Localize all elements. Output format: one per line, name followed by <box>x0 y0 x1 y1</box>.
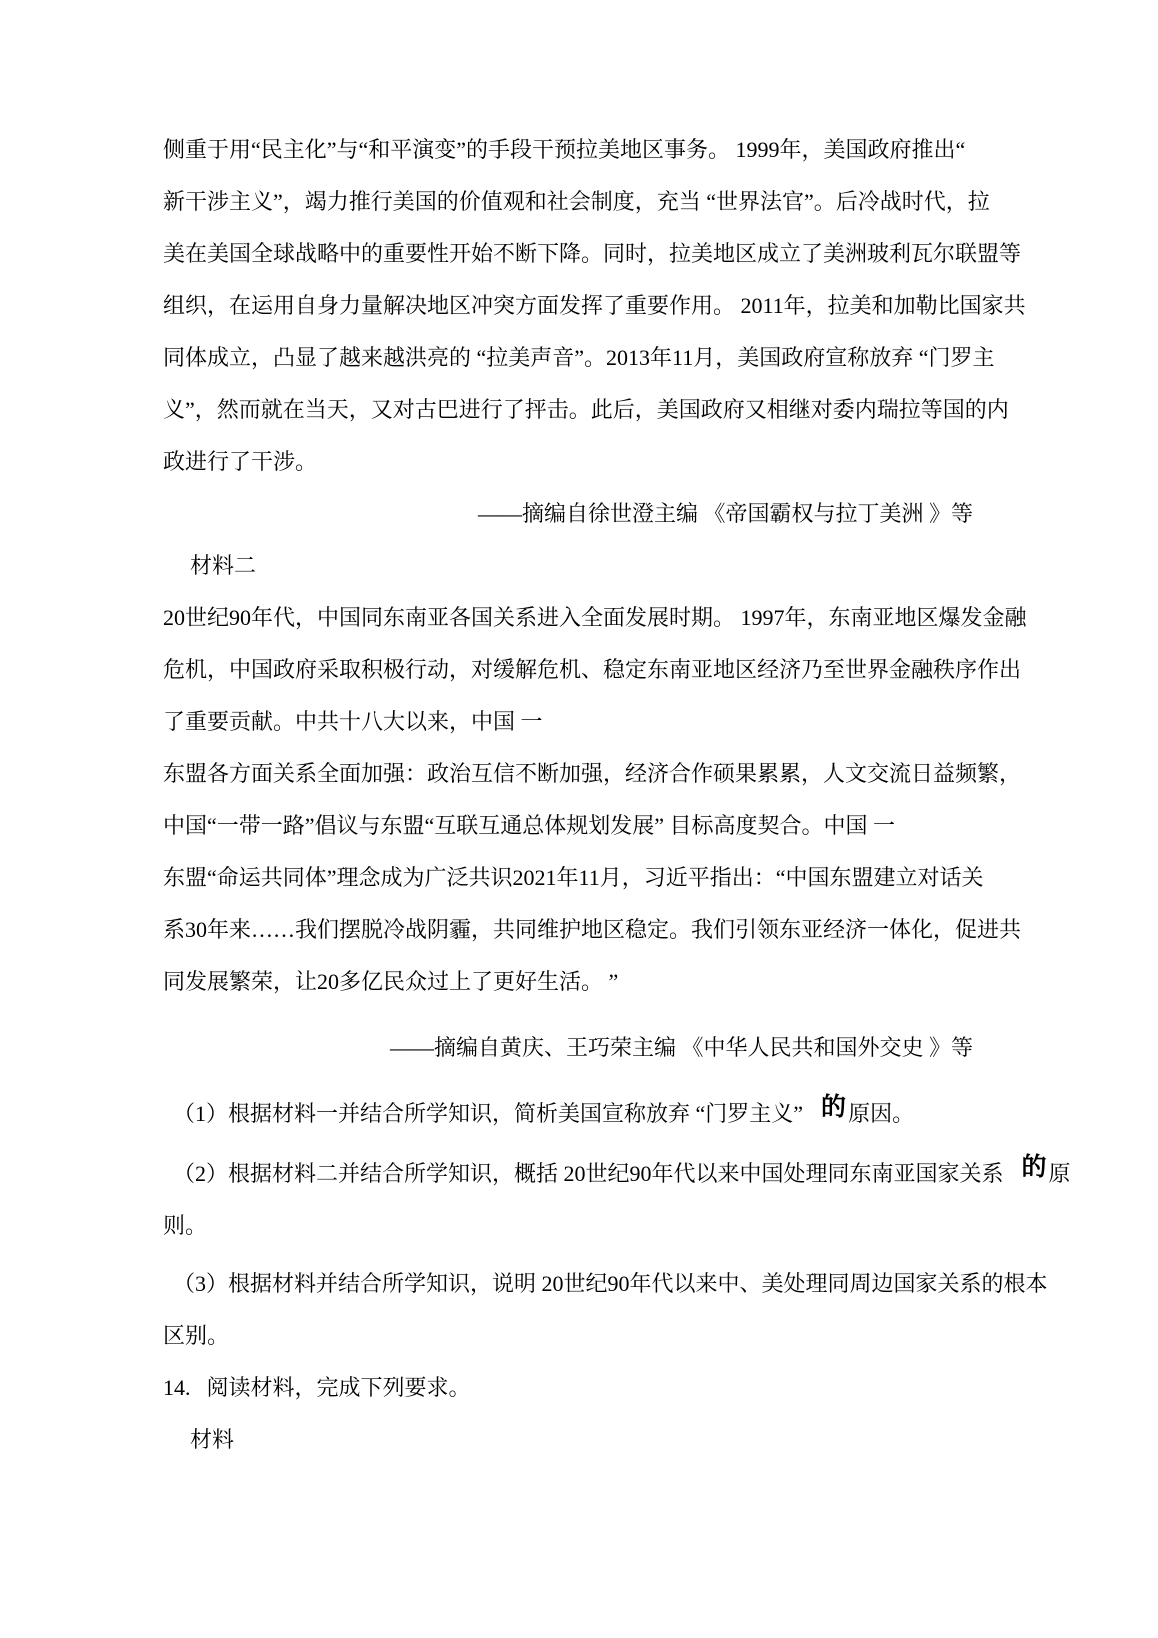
question-14-material-heading: 材料 <box>190 1427 235 1452</box>
question-2-line-1 <box>163 1148 1071 1200</box>
material-one-source-attribution: ——摘编自徐世澄主编 《帝国霸权与拉丁美洲 》等 <box>477 501 973 526</box>
material-two-line-3: 了重要贡献。中共十八大以来，中国 一 <box>163 709 543 734</box>
material-two-line-4: 东盟各方面关系全面加强：政治互信不断加强，经济合作硕果累累，人文交流日益频繁， <box>163 761 1022 786</box>
question-3-line-2: 区别。 <box>163 1323 230 1348</box>
question-2-suffix: 原 <box>1048 1161 1071 1186</box>
question-1-bold-de: 的 <box>821 1094 847 1121</box>
question-2-line-2: 则。 <box>163 1213 208 1238</box>
material-two-line-8: 同发展繁荣，让20多亿民众过上了更好生活。 ” <box>163 969 619 994</box>
material-two-source-attribution: ——摘编自黄庆、王巧荣主编 《中华人民共和国外交史 》等 <box>389 1035 973 1060</box>
question-14 <box>163 1362 1008 1414</box>
material-one-line-4: 组织，在运用自身力量解决地区冲突方面发挥了重要作用。 2011年，拉美和加勒比国家共 <box>163 293 1026 318</box>
material-one-line-5: 同体成立，凸显了越来越洪亮的 “拉美声音”。2013年11月，美国政府宣称放弃 “门罗主 <box>163 345 995 370</box>
material-two-heading: 材料二 <box>190 553 257 578</box>
question-1-suffix: 原因。 <box>848 1101 915 1126</box>
question-1 <box>163 1088 1008 1140</box>
material-two-line-2: 危机，中国政府采取积极行动，对缓解危机、稳定东南亚地区经济乃至世界金融秩序作出 <box>163 657 1022 682</box>
question-2-text: （2）根据材料二并结合所学知识，概括 20世纪90年代以来中国处理同东南亚国家关系 <box>173 1161 1004 1186</box>
question-1-text: （1）根据材料一并结合所学知识，简析美国宣称放弃 “门罗主义” <box>173 1101 804 1126</box>
material-two-line-7: 系30年来……我们摆脱冷战阴霾，共同维护地区稳定。我们引领东亚经济一体化，促进共 <box>163 917 1022 942</box>
material-one-line-2: 新干涉主义”，竭力推行美国的价值观和社会制度，充当 “世界法官”。后冷战时代，拉 <box>163 189 990 214</box>
material-two-line-1: 20世纪90年代，中国同东南亚各国关系进入全面发展时期。 1997年，东南亚地区爆发金融 <box>163 605 1027 630</box>
material-one-line-7: 政进行了干涉。 <box>163 449 318 474</box>
question-3-line-1: （3）根据材料并结合所学知识，说明 20世纪90年代以来中、美处理同周边国家关系的根本 <box>173 1271 1048 1296</box>
material-two-line-6: 东盟“命运共同体”理念成为广泛共识2021年11月，习近平指出：“中国东盟建立对话关 <box>163 865 984 890</box>
question-14-text: 阅读材料，完成下列要求。 <box>206 1375 471 1400</box>
question-2-bold-de: 的 <box>1021 1154 1047 1181</box>
material-one-line-1: 侧重于用“民主化”与“和平演变”的手段干预拉美地区事务。 1999年，美国政府推出“ <box>163 137 966 162</box>
material-one-line-6: 义”，然而就在当天，又对古巴进行了抨击。此后，美国政府又相继对委内瑞拉等国的内 <box>163 397 1009 422</box>
material-two-line-5: 中国“一带一路”倡议与东盟“互联互通总体规划发展” 目标高度契合。中国 一 <box>163 813 896 838</box>
question-14-number: 14. <box>163 1375 191 1400</box>
material-one-line-3: 美在美国全球战略中的重要性开始不断下降。同时，拉美地区成立了美洲玻利瓦尔联盟等 <box>163 241 1022 266</box>
